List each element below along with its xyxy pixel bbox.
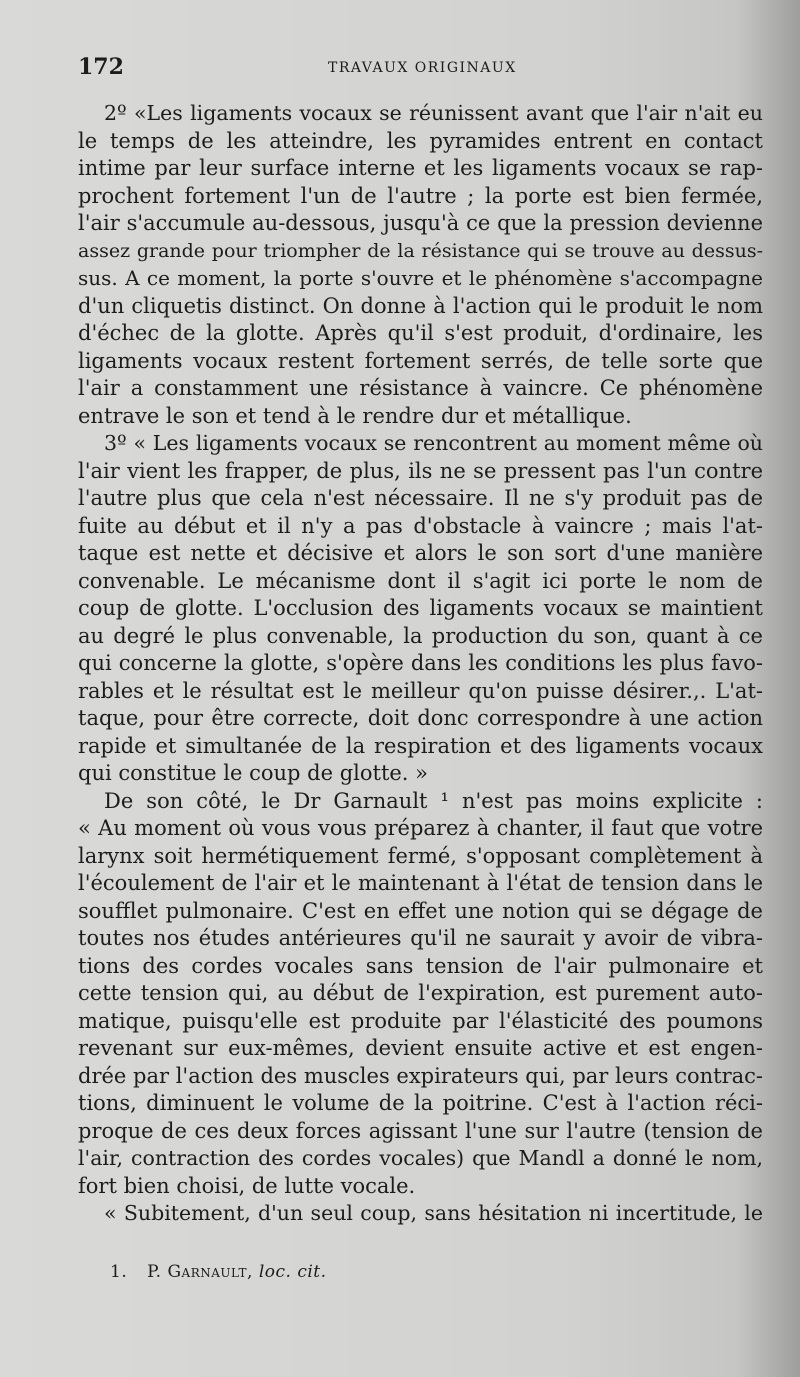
running-title: TRAVAUX ORIGINAUX: [328, 60, 517, 76]
text-line: larynx soit hermétiquement fermé, s'opposant complètement à: [78, 843, 763, 868]
text-line: qui constitue le coup de glotte. »: [78, 761, 429, 785]
text-line: proque de ces deux forces agissant l'une sur l'autre (tension de: [78, 1118, 763, 1143]
body-text: [78, 100, 763, 1228]
text-line: matique, puisqu'elle est produite par l'élasticité des poumons: [78, 1008, 763, 1033]
text-line: tions des cordes vocales sans tension de l'air pulmonaire et: [78, 953, 763, 978]
text-line: l'air s'accumule au-dessous, jusqu'à ce que la pression devienne: [78, 211, 763, 235]
text-line: assez grande pour triompher de la résistance qui se trouve au dessus-: [78, 239, 763, 262]
text-line: sus. A ce moment, la porte s'ouvre et le phénomène s'accompagne: [78, 266, 763, 290]
text-line: soufflet pulmonaire. C'est en effet une notion qui se dégage de: [78, 898, 763, 923]
text-line: qui concerne la glotte, s'opère dans les conditions les plus favo-: [78, 651, 763, 675]
text-line: l'air a constamment une résistance à vaincre. Ce phénomène: [78, 376, 763, 400]
text-line: rables et le résultat est le meilleur qu'on puisse désirer.,. L'at-: [78, 678, 763, 703]
text-line: « Au moment où vous vous préparez à chanter, il faut que votre: [78, 816, 763, 840]
text-line: d'un cliquetis distinct. On donne à l'action qui le produit le nom: [78, 293, 763, 318]
text-line: taque est nette et décisive et alors le son sort d'une manière: [78, 541, 763, 565]
text-line: intime par leur surface interne et les ligaments vocaux se rap-: [78, 156, 763, 180]
text-line: prochent fortement l'un de l'autre ; la porte est bien fermée,: [78, 183, 763, 208]
text-line: « Subitement, d'un seul coup, sans hésitation ni incertitude, le: [104, 1201, 763, 1225]
page-number: 172: [78, 54, 124, 80]
footnote-citation: loc. cit.: [258, 1262, 327, 1282]
text-line: De son côté, le Dr Garnault ¹ n'est pas moins explicite :: [104, 788, 763, 813]
text-line: fuite au début et il n'y a pas d'obstacle à vaincre ; mais l'at-: [78, 513, 763, 538]
text-line: 3º « Les ligaments vocaux se rencontrent au moment même où: [104, 431, 763, 455]
page-header: [78, 54, 750, 88]
text-line: 2º «Les ligaments vocaux se réunissent avant que l'air n'ait eu: [104, 101, 763, 125]
text-line: l'écoulement de l'air et le maintenant à l'état de tension dans le: [78, 871, 763, 895]
text-line: fort bien choisi, de lutte vocale.: [78, 1173, 416, 1198]
text-line: au degré le plus convenable, la production du son, quant à ce: [78, 623, 763, 648]
footnote: [110, 1262, 327, 1282]
text-line: rapide et simultanée de la respiration et des ligaments vocaux: [78, 733, 763, 758]
text-line: convenable. Le mécanisme dont il s'agit ici porte le nom de: [78, 568, 763, 593]
text-line: tions, diminuent le volume de la poitrine. C'est à l'action réci-: [78, 1091, 763, 1115]
text-line: ligaments vocaux restent fortement serrés, de telle sorte que: [78, 348, 763, 373]
text-line: l'autre plus que cela n'est nécessaire. Il ne s'y produit pas de: [78, 486, 763, 510]
text-line: taque, pour être correcte, doit donc correspondre à une action: [78, 706, 763, 730]
text-line: drée par l'action des muscles expirateurs qui, par leurs contrac-: [78, 1063, 763, 1088]
footnote-author: P. Garnault,: [147, 1262, 253, 1282]
text-line: toutes nos études antérieures qu'il ne saurait y avoir de vibra-: [78, 926, 763, 950]
text-line: revenant sur eux-mêmes, devient ensuite active et est engen-: [78, 1036, 763, 1060]
text-line: entrave le son et tend à le rendre dur et métallique.: [78, 403, 632, 428]
footnote-number: 1.: [110, 1262, 128, 1282]
text-line: l'air vient les frapper, de plus, ils ne se pressent pas l'un contre: [78, 458, 763, 483]
text-line: d'échec de la glotte. Après qu'il s'est produit, d'ordinaire, les: [78, 321, 763, 345]
text-line: le temps de les atteindre, les pyramides entrent en contact: [78, 128, 763, 153]
text-line: coup de glotte. L'occlusion des ligaments vocaux se maintient: [78, 596, 763, 620]
text-line: l'air, contraction des cordes vocales) que Mandl a donné le nom,: [78, 1146, 763, 1170]
text-line: cette tension qui, au début de l'expiration, est purement auto-: [78, 981, 763, 1005]
